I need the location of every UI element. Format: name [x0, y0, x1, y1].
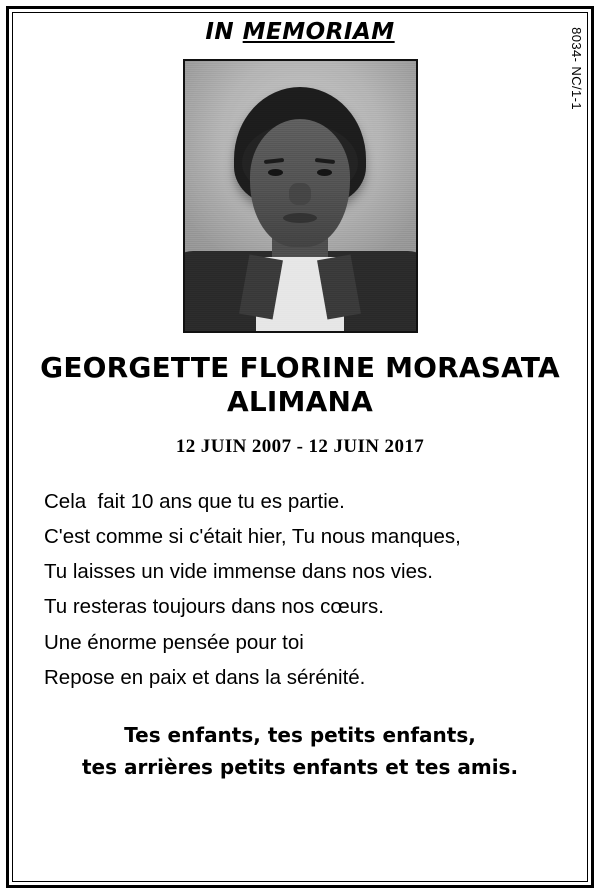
- poem-line: Tu laisses un vide immense dans nos vies.: [44, 560, 433, 584]
- signature-line2: tes arrières petits enfants et tes amis.: [81, 755, 519, 780]
- memorial-dates: 12 JUIN 2007 - 12 JUIN 2017: [175, 435, 425, 457]
- memorial-poem: [44, 484, 582, 696]
- poem-line: Repose en paix et dans la sérénité.: [44, 665, 366, 689]
- portrait-photo: [185, 61, 416, 331]
- page-title: [18, 20, 582, 45]
- page-title-emphasis: MEMORIAM: [242, 19, 395, 45]
- notice-content: [18, 18, 582, 876]
- poem-line: Cela fait 10 ans que tu es partie.: [44, 489, 345, 513]
- portrait-frame: [183, 59, 418, 333]
- reference-code: 8034- NC/1-1: [569, 27, 584, 110]
- deceased-name-line1: GEORGETTE FLORINE MORASATA: [40, 351, 560, 385]
- poem-line: Tu resteras toujours dans nos cœurs.: [44, 595, 384, 619]
- poem-line: C'est comme si c'était hier, Tu nous manques,: [44, 524, 461, 548]
- signature-block: [18, 719, 582, 783]
- signature-line1: Tes enfants, tes petits enfants,: [124, 723, 476, 748]
- portrait-film-grain: [185, 61, 416, 331]
- deceased-name-line2: ALIMANA: [227, 385, 373, 419]
- page-title-prefix: IN: [205, 19, 243, 45]
- deceased-name: [18, 351, 582, 419]
- poem-line: Une énorme pensée pour toi: [44, 630, 304, 654]
